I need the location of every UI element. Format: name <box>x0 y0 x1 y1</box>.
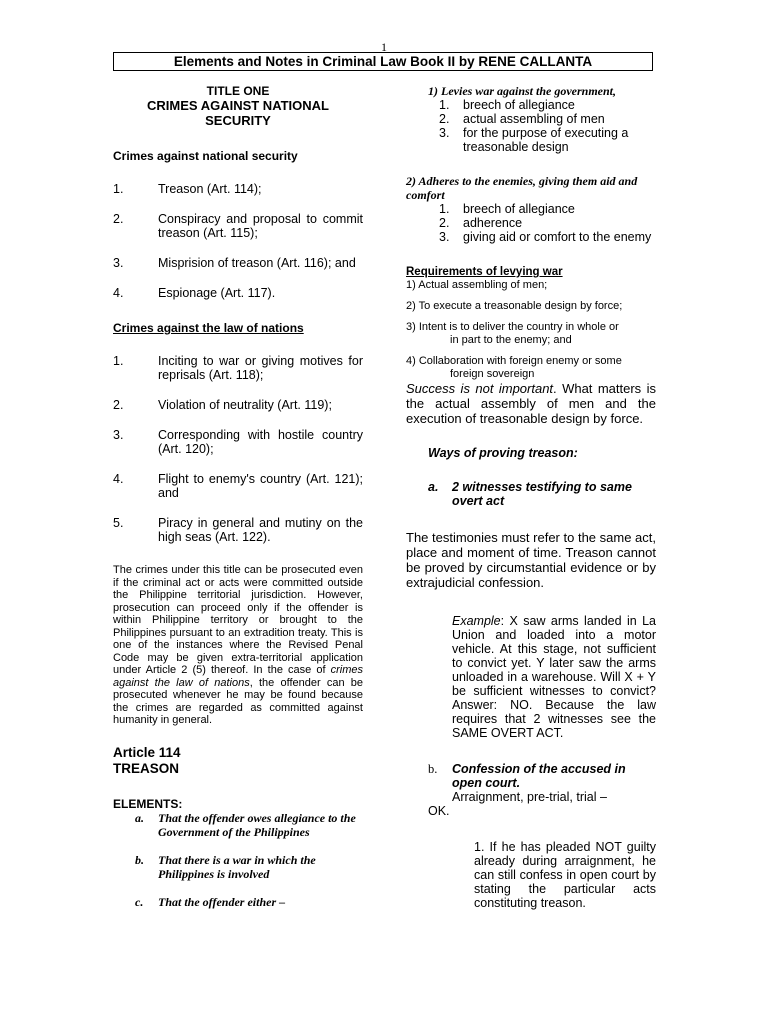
requirement-1: 1) Actual assembling of men; <box>406 279 548 291</box>
success-text: . What matters is the actual assembly of men and the execution of treasonable design by force. <box>406 381 656 426</box>
way-letter: b. <box>428 762 438 776</box>
list-item <box>439 112 656 126</box>
item-letter: c. <box>135 894 144 909</box>
requirement-4 <box>406 355 656 381</box>
example-text: : X saw arms landed in La Union and loaded into a motor vehicle. At this stage, not sufficient to convict yet. Y later saw the arms unloaded in a warehouse. Will X + Y be sufficient witnesses to convict? Answer: NO. Because the law requires that 2 witnesses see the SAME OVERT ACT. <box>452 614 656 740</box>
list-item <box>113 398 363 412</box>
levies-heading: 1) Levies war against the government, <box>428 84 616 98</box>
article-name: TREASON <box>113 760 180 776</box>
law-of-nations-list <box>113 354 363 544</box>
requirements-heading: Requirements of levying war <box>406 266 563 278</box>
item-number: 3. <box>113 428 124 442</box>
point-1-paragraph: 1. If he has pleaded NOT guilty already during arraignment, he can still confess in open court by stating the particular acts constituting treason. <box>474 840 656 910</box>
item-text: That the offender either – <box>158 894 286 909</box>
paragraph-text: , the offender can be prosecuted whenever he may be found because the crimes are regarded as committed against humanity in general. <box>113 676 363 726</box>
requirement-2: 2) To execute a treasonable design by force; <box>406 300 623 312</box>
item-number: 5. <box>113 516 124 530</box>
item-letter: a. <box>135 810 144 825</box>
section-heading-national-security: Crimes against national security <box>113 149 298 163</box>
item-text: breech of allegiance <box>463 98 575 112</box>
list-item <box>113 182 363 196</box>
item-text: Inciting to war or giving motives for reprisals (Art. 118); <box>158 354 363 382</box>
success-paragraph <box>406 381 656 426</box>
item-letter: b. <box>135 852 144 867</box>
item-text: Misprision of treason (Art. 116); and <box>158 256 356 270</box>
item-text: actual assembling of men <box>463 112 605 126</box>
way-b <box>428 762 656 790</box>
levies-list <box>439 98 656 154</box>
item-text: Flight to enemy's country (Art. 121); and <box>158 472 363 500</box>
list-item <box>113 811 363 839</box>
list-item <box>113 853 363 881</box>
list-item <box>113 472 363 500</box>
national-security-list <box>113 182 363 300</box>
item-number: 3. <box>113 256 124 270</box>
elements-heading: ELEMENTS: <box>113 796 183 811</box>
list-item <box>113 354 363 382</box>
ways-heading: Ways of proving treason: <box>428 446 578 460</box>
item-text: Espionage (Art. 117). <box>158 286 276 300</box>
way-a <box>428 480 656 508</box>
item-text: Piracy in general and mutiny on the high seas (Art. 122). <box>158 516 363 544</box>
section-heading-law-of-nations: Crimes against the law of nations <box>113 321 304 335</box>
right-column <box>406 84 656 910</box>
list-item <box>113 212 363 240</box>
item-number: 2. <box>439 112 450 126</box>
requirement-text: 4) Collaboration with foreign enemy or some <box>406 355 622 367</box>
item-number: 3. <box>439 230 450 244</box>
list-item <box>113 516 363 544</box>
list-item <box>113 895 363 909</box>
item-number: 3. <box>439 126 450 140</box>
list-item <box>113 256 363 270</box>
item-number: 1. <box>113 354 124 368</box>
list-item <box>439 98 656 112</box>
list-item <box>439 202 656 216</box>
item-text: breech of allegiance <box>463 202 575 216</box>
item-text: Violation of neutrality (Art. 119); <box>158 398 332 412</box>
item-text: That the offender owes allegiance to the Government of the Philippines <box>158 810 356 839</box>
item-number: 2. <box>113 398 124 412</box>
item-text: adherence <box>463 216 523 230</box>
way-letter: a. <box>428 480 439 494</box>
list-item <box>439 126 656 154</box>
article-number: Article 114 <box>113 744 181 760</box>
title-one: TITLE ONE <box>206 84 270 98</box>
item-number: 4. <box>113 472 124 486</box>
adheres-list <box>439 202 656 244</box>
example-paragraph <box>452 614 656 740</box>
item-text: Corresponding with hostile country (Art. 120); <box>158 428 363 456</box>
requirement-text: foreign sovereign <box>450 368 535 380</box>
item-number: 2. <box>439 216 450 230</box>
item-number: 4. <box>113 286 124 300</box>
item-text: That there is a war in which the Philippines is involved <box>158 852 316 881</box>
elements-list <box>113 811 363 909</box>
paragraph-text: The crimes under this title can be prosecuted even if the criminal act or acts were committed outside the Philippine territorial jurisdiction. However, prosecution can proceed only if the offender is within Philippine territory or brought to the Philippines pursuant to an extradition treaty. This is one of the instances where the Revised Penal Code may be given extra-territorial application under Article 2 (5) thereof. In the case of <box>113 564 363 676</box>
page-number: 1 <box>381 40 387 54</box>
item-text: Conspiracy and proposal to commit treason (Art. 115); <box>158 212 363 240</box>
list-item <box>113 428 363 456</box>
left-column <box>113 84 363 923</box>
item-number: 2. <box>113 212 124 226</box>
testimonies-paragraph: The testimonies must refer to the same act, place and moment of time. Treason cannot be proved by circumstantial evidence or by extrajudicial confession. <box>406 530 656 590</box>
item-text: Treason (Art. 114); <box>158 182 262 196</box>
title-main: CRIMES AGAINST NATIONAL SECURITY <box>147 98 329 128</box>
ok-text: OK. <box>428 804 450 818</box>
requirement-text: 3) Intent is to deliver the country in whole or <box>406 321 619 333</box>
jurisdiction-paragraph <box>113 564 363 727</box>
way-text: Confession of the accused in open court. <box>452 762 626 790</box>
list-item <box>439 216 656 230</box>
success-italic: Success is not important <box>406 381 554 396</box>
list-item <box>113 286 363 300</box>
document-header: Elements and Notes in Criminal Law Book II by RENE CALLANTA <box>113 52 653 71</box>
adheres-heading: 2) Adheres to the enemies, giving them aid and comfort <box>406 174 638 202</box>
way-text: 2 witnesses testifying to same overt act <box>452 480 632 508</box>
requirement-3 <box>406 321 656 347</box>
arraignment-text: Arraignment, pre-trial, trial – <box>452 790 607 804</box>
item-text: for the purpose of executing a treasonable design <box>463 126 629 154</box>
item-text: giving aid or comfort to the enemy <box>463 230 652 244</box>
item-number: 1. <box>113 182 124 196</box>
paragraph-italic: crimes against the law of nations <box>113 664 363 689</box>
list-item <box>439 230 656 244</box>
example-label: Example <box>452 614 501 628</box>
article-heading <box>113 745 363 777</box>
item-number: 1. <box>439 98 450 112</box>
requirement-text: in part to the enemy; and <box>450 334 572 346</box>
item-number: 1. <box>439 202 450 216</box>
